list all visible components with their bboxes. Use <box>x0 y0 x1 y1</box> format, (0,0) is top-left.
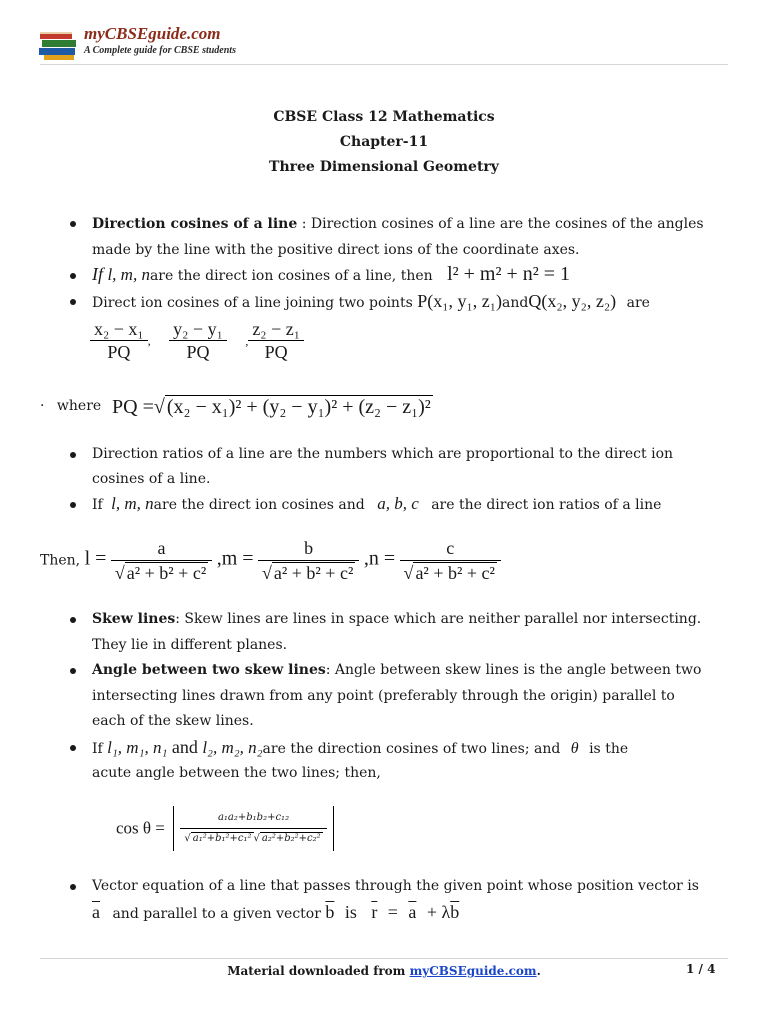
absolute-value <box>173 806 333 851</box>
site-logo[interactable] <box>38 26 268 62</box>
books-logo-icon <box>38 28 82 62</box>
numerator: a <box>157 538 166 558</box>
math-if: If <box>92 264 103 284</box>
radicand: a² + b² + c² <box>415 563 495 583</box>
skew-lines-definition <box>92 609 701 629</box>
and-text: and <box>171 737 198 757</box>
math-abc: a, b, c <box>377 494 419 513</box>
math-lmn: l, m, n <box>111 494 154 513</box>
numerator: z₂ − z₁ <box>252 319 300 339</box>
denominator: √ a² + b² + c² <box>258 560 359 585</box>
cosines-ratios-statement <box>92 494 661 515</box>
direction-cosines-definition <box>92 214 704 234</box>
math-theta: θ <box>570 740 579 757</box>
bullet-dot <box>70 502 76 508</box>
sum-of-squares-formula: l² + m² + n² = 1 <box>447 263 571 285</box>
are-text: are <box>626 295 650 311</box>
comma: , <box>245 333 249 348</box>
lmn-statement <box>92 264 570 286</box>
bullet-dot <box>70 221 76 227</box>
skew-angle-continued-2: each of the skew lines. <box>92 713 254 729</box>
pq-lhs: PQ = <box>112 396 154 418</box>
numerator: c <box>446 538 455 558</box>
vector-equation-statement: Vector equation of a line that passes through the given point whose position vector is <box>92 878 699 894</box>
plus-lambda: + λ <box>426 902 451 922</box>
denominator: PQ <box>248 340 304 363</box>
bullet-dot <box>70 273 76 279</box>
footer-text <box>0 964 768 978</box>
denominator: √ a₁²+b₁²+c₁² √ a₂²+b₂²+c₂² <box>180 828 326 849</box>
if-text: If <box>92 497 103 513</box>
definition-text: : Angle between skew lines is the angle between two <box>325 662 702 678</box>
and-text: and <box>502 295 529 311</box>
bullet-dot <box>70 617 76 623</box>
cos-theta-formula <box>116 806 334 851</box>
fraction-x <box>90 318 148 363</box>
comma: , <box>147 333 151 348</box>
statement-text: are the direct ion cosines and <box>153 497 365 513</box>
then-text: Then, <box>40 552 81 569</box>
direction-ratios-continued: cosines of a line. <box>92 471 211 487</box>
two-points-statement <box>92 291 650 313</box>
denominator: PQ <box>169 340 227 363</box>
statement-text: Direct ion cosines of a line joining two points <box>92 295 413 311</box>
page-title: CBSE Class 12 Mathematics <box>273 109 495 125</box>
cos-fraction <box>180 808 326 849</box>
vector-a-2: $\overline{a}$ <box>408 902 417 922</box>
lmn-formulas <box>40 536 501 585</box>
point-q: Q(x₂, y₂, z₂) <box>528 291 617 311</box>
vector-b-2: $\overline{b}$ <box>450 902 460 922</box>
definition-text: : Skew lines are lines in space which are neither parallel nor intersecting. <box>175 611 702 627</box>
if-text: If <box>92 741 103 757</box>
chapter-title: Three Dimensional Geometry <box>269 159 499 175</box>
page-number: 1 / 4 <box>686 962 716 976</box>
equals-sign: = <box>387 902 398 922</box>
fraction-n <box>400 536 501 585</box>
cos-lhs: cos θ = <box>116 818 165 838</box>
statement-text: are the direct ion cosines of a line, then <box>149 268 433 284</box>
fraction-m <box>258 536 359 585</box>
bullet-dot <box>70 745 76 751</box>
dot-marker: · <box>40 398 45 414</box>
vector-a: $\overline{a}$ <box>92 902 100 922</box>
math-l1m1n1: l₁, m₁, n₁ <box>107 738 168 757</box>
radicand-1: a₁²+b₁²+c₁² <box>192 833 252 844</box>
vector-b: $\overline{b}$ <box>325 902 335 922</box>
point-p: P(x₁, y₁, z₁) <box>417 291 503 311</box>
fraction-l <box>111 536 212 585</box>
fraction-z <box>248 318 304 363</box>
math-l2m2n2: l₂, m₂, n₂ <box>202 738 263 757</box>
footer-link[interactable]: myCBSEguide.com <box>409 964 537 978</box>
skew-lines-continued: They lie in different planes. <box>92 637 288 653</box>
two-lines-statement <box>92 737 628 759</box>
numerator: x₂ − x₁ <box>94 319 144 339</box>
definition-continued: made by the line with the positive direct ions of the coordinate axes. <box>92 242 580 258</box>
vector-equation-continued <box>92 902 459 924</box>
denominator: √ a² + b² + c² <box>400 560 501 585</box>
chapter-number: Chapter-11 <box>339 134 429 150</box>
denominator: √ a² + b² + c² <box>111 560 212 585</box>
statement-text: are the direction cosines of two lines; and <box>262 741 561 757</box>
bullet-dot <box>70 668 76 674</box>
bullet-dot <box>70 884 76 890</box>
logo-tagline: A Complete guide for CBSE students <box>84 45 236 56</box>
bullet-dot <box>70 452 76 458</box>
direction-cosine-fractions <box>90 318 304 363</box>
term-skew-angle: Angle between two skew lines <box>92 662 326 678</box>
bullet-dot <box>70 299 76 305</box>
radicand: a² + b² + c² <box>273 563 354 583</box>
numerator: b <box>304 538 314 558</box>
vector-r: $\overline{r}$ <box>371 902 378 922</box>
direction-ratios-definition: Direction ratios of a line are the numbers which are proportional to the direct ion <box>92 446 674 462</box>
logo-text: myCBSEguide.com <box>84 24 221 43</box>
radicand: a² + b² + c² <box>126 563 207 583</box>
m-equals: ,m = <box>216 547 254 570</box>
footer-divider <box>40 958 728 959</box>
definition-text: : Direction cosines of a line are the cosines of the angles <box>297 216 704 232</box>
term-direction-cosines: Direction cosines of a line <box>92 216 298 232</box>
footer-prefix: Material downloaded from <box>227 964 410 978</box>
numerator: a₁a₂+b₁b₂+c₁₂ <box>217 812 290 823</box>
pq-definition <box>40 396 101 416</box>
math-lmn: l, m, n <box>107 265 150 284</box>
skew-angle-continued: intersecting lines drawn from any point (preferably through the origin) parallel to <box>92 688 675 704</box>
two-lines-continued: acute angle between the two lines; then, <box>92 765 381 781</box>
radicand-2: a₂²+b₂²+c₂² <box>261 833 321 844</box>
n-equals: ,n = <box>363 547 396 570</box>
numerator: y₂ − y₁ <box>173 319 223 339</box>
l-equals: l = <box>84 547 107 570</box>
statement-text: and parallel to a given vector <box>112 906 321 922</box>
pq-formula: PQ =√ (x₂ − x₁)² + (y₂ − y₁)² + (z₂ − z₁)² <box>112 396 431 418</box>
header-divider <box>40 64 728 65</box>
fraction-y <box>169 318 227 363</box>
denominator: PQ <box>90 340 148 363</box>
is-the-text: is the <box>589 741 629 757</box>
skew-angle-definition <box>92 660 701 680</box>
is-text: is <box>344 902 357 922</box>
where-text: where <box>56 398 102 414</box>
statement-text-2: are the direct ion ratios of a line <box>431 497 662 513</box>
footer-suffix: . <box>536 964 541 978</box>
term-skew-lines: Skew lines <box>92 611 176 627</box>
pq-radicand: (x₂ − x₁)² + (y₂ − y₁)² + (z₂ − z₁)² <box>166 396 431 418</box>
